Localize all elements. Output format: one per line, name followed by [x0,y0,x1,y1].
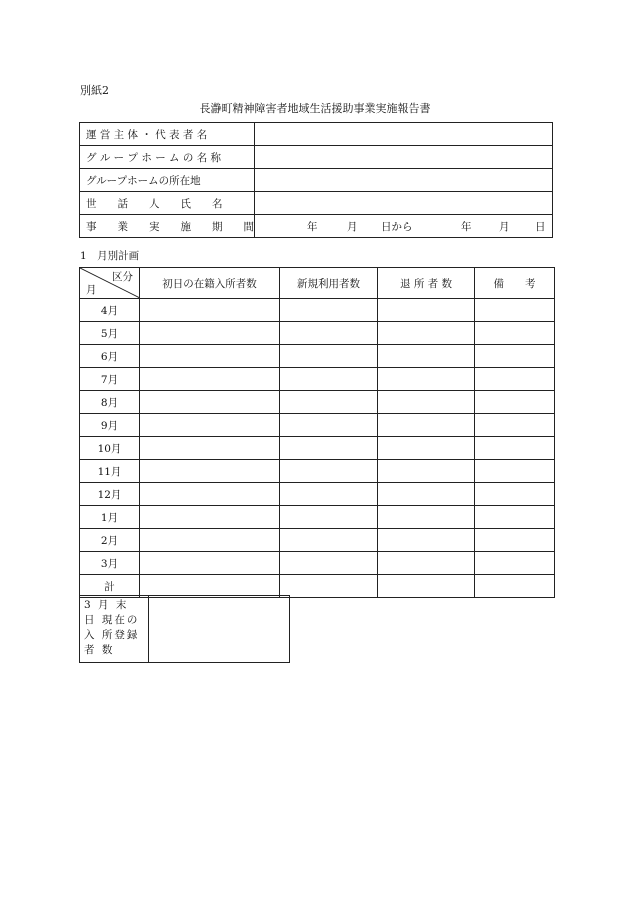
cell[interactable] [140,414,280,437]
month-label: 4月 [80,299,140,322]
table-row [80,483,555,506]
cell[interactable] [378,299,475,322]
cell[interactable] [140,391,280,414]
cell[interactable] [378,460,475,483]
registered-count-row [80,596,290,663]
month-label: 1月 [80,506,140,529]
cell[interactable] [140,322,280,345]
table-row [80,506,555,529]
table-row [80,552,555,575]
header-discharged: 退 所 者 数 [378,268,475,299]
cell[interactable] [280,437,378,460]
month-label: 9月 [80,414,140,437]
period-value[interactable] [255,215,553,238]
info-row [80,215,553,238]
cell[interactable] [140,552,280,575]
header-initial-count: 初日の在籍入所者数 [140,268,280,299]
cell[interactable] [378,552,475,575]
cell[interactable] [280,414,378,437]
info-table [79,122,553,238]
cell[interactable] [475,460,555,483]
caretaker-value[interactable] [255,192,553,215]
cell[interactable] [475,506,555,529]
corner-bottom-label: 月 [86,284,97,296]
info-row [80,169,553,192]
period-day-start: 日から [381,221,413,233]
cell[interactable] [475,575,555,598]
table-row [80,299,555,322]
header-remarks: 備 考 [475,268,555,299]
table-row [80,391,555,414]
cell[interactable] [378,575,475,598]
corner-cell [80,268,140,299]
cell[interactable] [475,483,555,506]
month-label: 12月 [80,483,140,506]
table-row [80,437,555,460]
document-title: 長瀞町精神障害者地域生活援助事業実施報告書 [199,102,431,115]
cell[interactable] [140,299,280,322]
info-row [80,123,553,146]
cell[interactable] [280,322,378,345]
table-row [80,529,555,552]
cell[interactable] [378,414,475,437]
registered-count-value[interactable] [149,596,290,663]
header-new-users: 新規利用者数 [280,268,378,299]
operator-value[interactable] [255,123,553,146]
cell[interactable] [280,529,378,552]
month-label: 11月 [80,460,140,483]
month-label: 5月 [80,322,140,345]
cell[interactable] [280,575,378,598]
cell[interactable] [475,437,555,460]
period-year-end: 年 [461,221,472,233]
total-label: 計 [80,575,140,598]
cell[interactable] [475,299,555,322]
cell[interactable] [140,368,280,391]
month-label: 3月 [80,552,140,575]
cell[interactable] [378,391,475,414]
home-name-label: グ ル ー プ ホ ー ム の 名 称 [80,146,255,169]
plan-header-row [80,268,555,299]
month-label: 2月 [80,529,140,552]
cell[interactable] [140,437,280,460]
cell[interactable] [378,483,475,506]
cell[interactable] [378,368,475,391]
operator-label: 運 営 主 体 ・ 代 表 者 名 [80,123,255,146]
table-row [80,414,555,437]
cell[interactable] [475,529,555,552]
period-day-end: 日 [535,221,546,233]
cell[interactable] [280,460,378,483]
home-address-value[interactable] [255,169,553,192]
cell[interactable] [280,368,378,391]
cell[interactable] [378,345,475,368]
cell[interactable] [475,345,555,368]
cell[interactable] [140,506,280,529]
caretaker-label: 世 話 人 氏 名 [80,192,255,215]
annex-label: 別紙2 [80,84,109,97]
cell[interactable] [475,391,555,414]
cell[interactable] [280,299,378,322]
cell[interactable] [475,414,555,437]
cell[interactable] [280,391,378,414]
table-row [80,368,555,391]
cell[interactable] [475,322,555,345]
cell[interactable] [280,483,378,506]
cell[interactable] [140,345,280,368]
registered-count-label: 3 月 末 日 現在の入 所登録者 数 [80,596,149,663]
table-row [80,460,555,483]
month-label: 6月 [80,345,140,368]
cell[interactable] [378,322,475,345]
period-label: 事 業 実 施 期 間 [80,215,255,238]
table-row [80,322,555,345]
cell[interactable] [378,529,475,552]
cell[interactable] [140,483,280,506]
home-name-value[interactable] [255,146,553,169]
info-row [80,192,553,215]
period-month-end: 月 [499,221,510,233]
monthly-plan-table [79,267,555,598]
cell[interactable] [140,529,280,552]
month-label: 7月 [80,368,140,391]
period-month-start: 月 [347,221,358,233]
cell[interactable] [475,368,555,391]
cell[interactable] [378,437,475,460]
cell[interactable] [140,460,280,483]
cell[interactable] [378,506,475,529]
section-title: 1 月別計画 [80,250,140,262]
cell[interactable] [280,552,378,575]
home-address-label: グループホームの所在地 [80,169,255,192]
cell[interactable] [280,506,378,529]
corner-top-label: 区分 [112,271,133,283]
cell[interactable] [280,345,378,368]
month-label: 10月 [80,437,140,460]
period-year-start: 年 [307,221,318,233]
month-label: 8月 [80,391,140,414]
registered-count-table [79,595,290,663]
cell[interactable] [475,552,555,575]
table-row [80,345,555,368]
info-row [80,146,553,169]
